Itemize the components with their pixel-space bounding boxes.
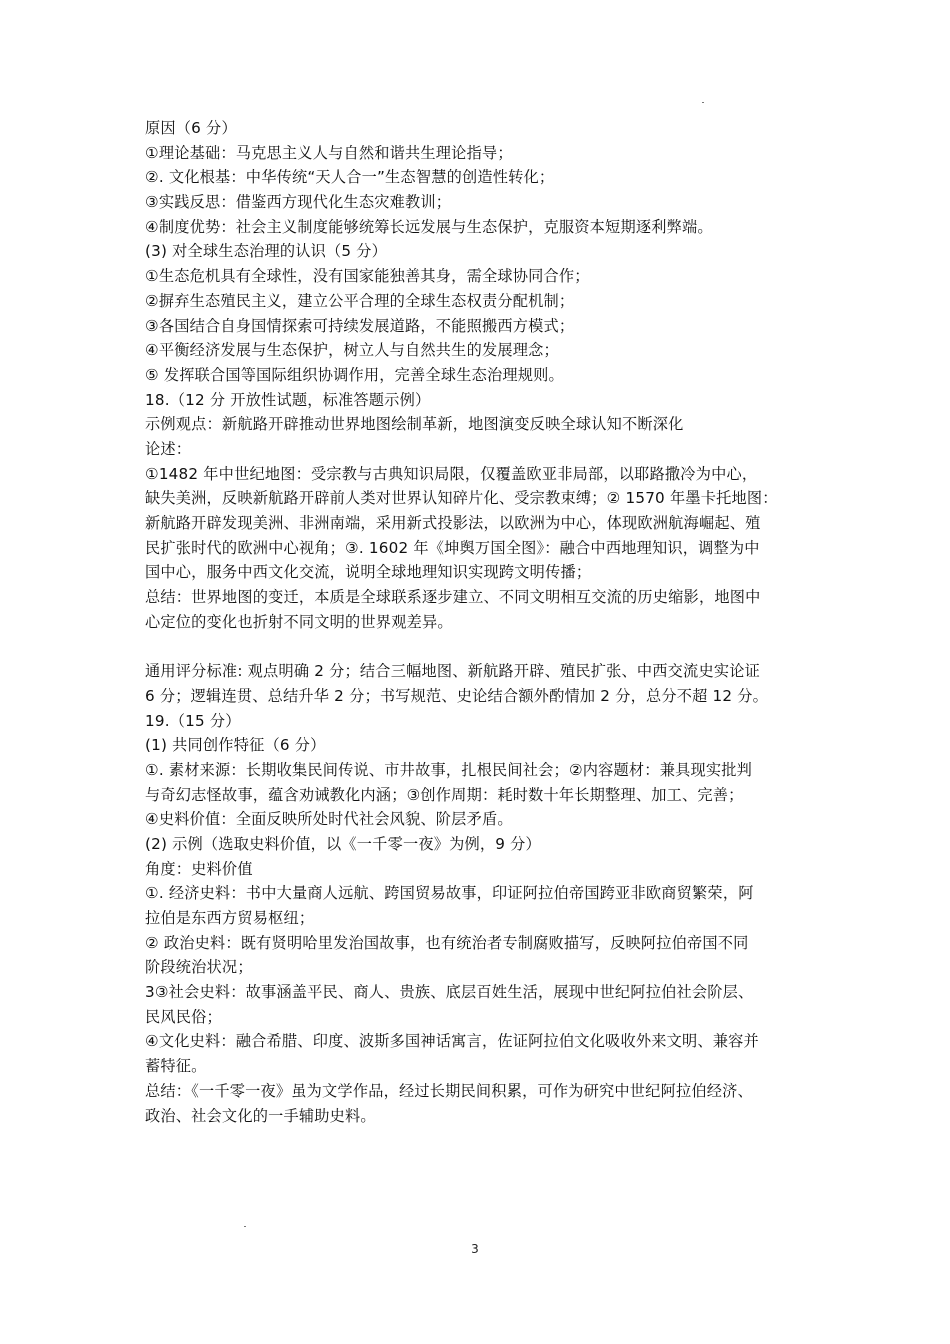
q18-argument-line: 新航路开辟发现美洲、非洲南端，采用新式投影法，以欧洲为中心，体现欧洲航海崛起、殖 [145, 514, 761, 532]
section-heading-reason: 原因（6 分） [145, 119, 237, 137]
reason-item: ①理论基础：马克思主义人与自然和谐共生理论指导； [145, 143, 513, 162]
blank-line [145, 634, 810, 659]
q18-scoring-line: 通用评分标准: 观点明确 2 分；结合三幅地图、新航路开辟、殖民扩张、中西交流史实论证 [145, 662, 760, 681]
q19-part2-heading: (2) 示例（选取史料价值，以《一千零一夜》为例，9 分） [145, 834, 541, 853]
q18-scoring-line: 6 分；逻辑连贯、总结升华 2 分；书写规范、史论结合额外酌情加 2 分，总分不超 12 分。 [145, 686, 769, 705]
q18-argument-line: 缺失美洲，反映新航路开辟前人类对世界认知碎片化、受宗教束缚；② 1570 年墨卡托地图： [145, 489, 778, 508]
q19-summary-line: 总结：《一千零一夜》虽为文学作品，经过长期民间积累，可作为研究中世纪阿拉伯经济、 [145, 1081, 753, 1100]
q19-part1-line: ①. 素材来源：长期收集民间传说、市井故事，扎根民间社会；②内容题材：兼具现实批判 [145, 760, 753, 779]
q18-viewpoint: 示例观点：新航路开辟推动世界地图绘制革新，地图演变反映全球认知不断深化 [145, 415, 684, 434]
q19-part1-heading: (1) 共同创作特征（6 分） [145, 736, 326, 755]
scan-mark [702, 102, 704, 103]
page-number: 3 [471, 1242, 479, 1256]
q18-argument-line: 国中心，服务中西文化交流，说明全球地理知识实现跨文明传播； [145, 563, 592, 582]
q18-argument-label: 论述： [145, 439, 192, 458]
q19-part2-line: 阶段统治状况； [145, 958, 253, 977]
global-item: ⑤ 发挥联合国等国际组织协调作用，完善全球生态治理规则。 [145, 365, 564, 384]
answer-text-body [145, 116, 810, 1128]
global-item: ③各国结合自身国情探索可持续发展道路，不能照搬西方模式； [145, 316, 575, 335]
reason-item: ④制度优势：社会主义制度能够统筹长远发展与生态保护，克服资本短期逐利弊端。 [145, 217, 713, 236]
global-item: ②摒弃生态殖民主义，建立公平合理的全球生态权责分配机制； [145, 291, 575, 310]
global-item: ①生态危机具有全球性，没有国家能独善其身，需全球协同合作； [145, 267, 590, 286]
reason-item: ②. 文化根基：中华传统“天人合一”生态智慧的创造性转化； [145, 168, 555, 187]
q19-part1-line: 与奇幻志怪故事，蕴含劝诫教化内涵；③创作周期：耗时数十年长期整理、加工、完善； [145, 785, 744, 804]
q19-angle: 角度：史料价值 [145, 859, 253, 878]
q19-part1-line: ④史料价值：全面反映所处时代社会风貌、阶层矛盾。 [145, 810, 513, 829]
section-heading-global: (3) 对全球生态治理的认识（5 分） [145, 242, 388, 261]
q19-part2-line: 民风民俗； [145, 1007, 222, 1026]
q19-part2-line: 3③社会史料：故事涵盖平民、商人、贵族、底层百姓生活，展现中世纪阿拉伯社会阶层、 [145, 983, 754, 1002]
scan-mark [244, 1226, 246, 1227]
global-item: ④平衡经济发展与生态保护，树立人与自然共生的发展理念； [145, 341, 559, 360]
q19-summary-line: 政治、社会文化的一手辅助史料。 [145, 1106, 376, 1125]
q19-part2-line: ② 政治史料：既有贤明哈里发治国故事，也有统治者专制腐败描写，反映阿拉伯帝国不同 [145, 933, 749, 952]
q19-part2-line: 蓄特征。 [145, 1057, 207, 1076]
question-19-heading: 19.（15 分） [145, 711, 241, 730]
q18-summary-line: 心定位的变化也折射不同文明的世界观差异。 [145, 612, 453, 631]
q18-argument-line: 民扩张时代的欧洲中心视角；③. 1602 年《坤舆万国全图》：融合中西地理知识，调整为中 [145, 538, 760, 557]
q18-argument-line: ①1482 年中世纪地图：受宗教与古典知识局限，仅覆盖欧亚非局部，以耶路撒冷为中心， [145, 464, 758, 483]
q19-part2-line: 拉伯是东西方贸易枢纽； [145, 909, 315, 927]
question-18-heading: 18.（12 分 开放性试题，标准答题示例） [145, 390, 431, 409]
q19-part2-line: ①. 经济史料：书中大量商人远航、跨国贸易故事，印证阿拉伯帝国跨亚非欧商贸繁荣，阿 [145, 884, 754, 903]
q19-part2-line: ④文化史料：融合希腊、印度、波斯多国神话寓言，佐证阿拉伯文化吸收外来文明、兼容并 [145, 1032, 759, 1051]
reason-item: ③实践反思：借鉴西方现代化生态灾难教训； [145, 193, 452, 212]
q18-summary-line: 总结：世界地图的变迁，本质是全球联系逐步建立、不同文明相互交流的历史缩影，地图中 [145, 588, 761, 607]
